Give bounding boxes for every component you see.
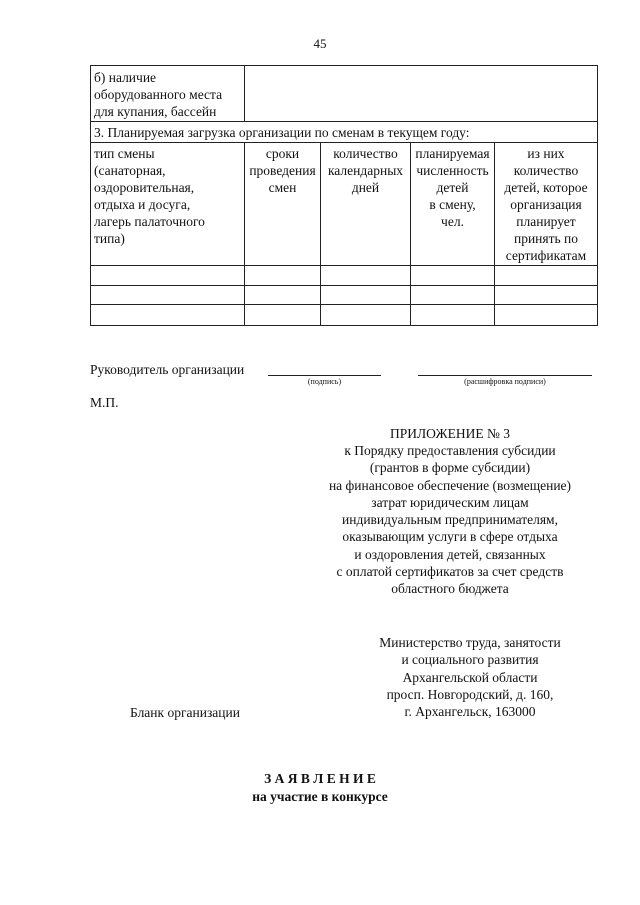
statement-subtitle: на участие в конкурсе — [252, 789, 388, 804]
head-of-organization-label: Руководитель организации — [90, 362, 245, 377]
section3-title: 3. Планируемая загрузка организации по сменам в текущем году: — [94, 125, 470, 140]
decoding-caption: (расшифровка подписи) — [464, 377, 546, 386]
row-b-label: б) наличие оборудованного места для купания, бассейн — [94, 70, 223, 119]
seal-label: М.П. — [90, 395, 119, 410]
organization-blank-label: Бланк организации — [130, 705, 240, 720]
decoding-line — [418, 375, 592, 376]
header-shift-dates: сроки проведения смен — [249, 146, 316, 195]
header-planned-children: планируемая численность детей в смену, чел. — [415, 146, 490, 229]
statement-title: З А Я В Л Е Н И Е — [264, 771, 376, 786]
signature-caption: (подпись) — [307, 377, 342, 386]
header-shift-type: тип смены (санаторная, оздоровительная, отдыха и досуга, лагерь палаточного типа) — [94, 146, 205, 246]
ministry-address: Министерство труда, занятости и социального развития Архангельской области просп. Новгородский, д. 160, г. Архангельск, 163000 — [379, 635, 561, 720]
page-number: 45 — [313, 36, 327, 51]
signature-line — [268, 375, 381, 376]
appendix-title: ПРИЛОЖЕНИЕ № 3 — [389, 426, 511, 441]
appendix-text: к Порядку предоставления субсидии (грантов в форме субсидии) на финансовое обеспечение (возмещение) затрат юридическим лицам индивидуальным предпринимателям, оказывающим услуги в сфере отдыха и оздоровления детей, связанных с оплатой сертификатов за счет средств областного бюджета — [328, 443, 572, 597]
header-certificate-children: из них количество детей, которое организация планирует принять по сертификатам — [504, 146, 588, 263]
header-calendar-days: количество календарных дней — [327, 146, 404, 195]
